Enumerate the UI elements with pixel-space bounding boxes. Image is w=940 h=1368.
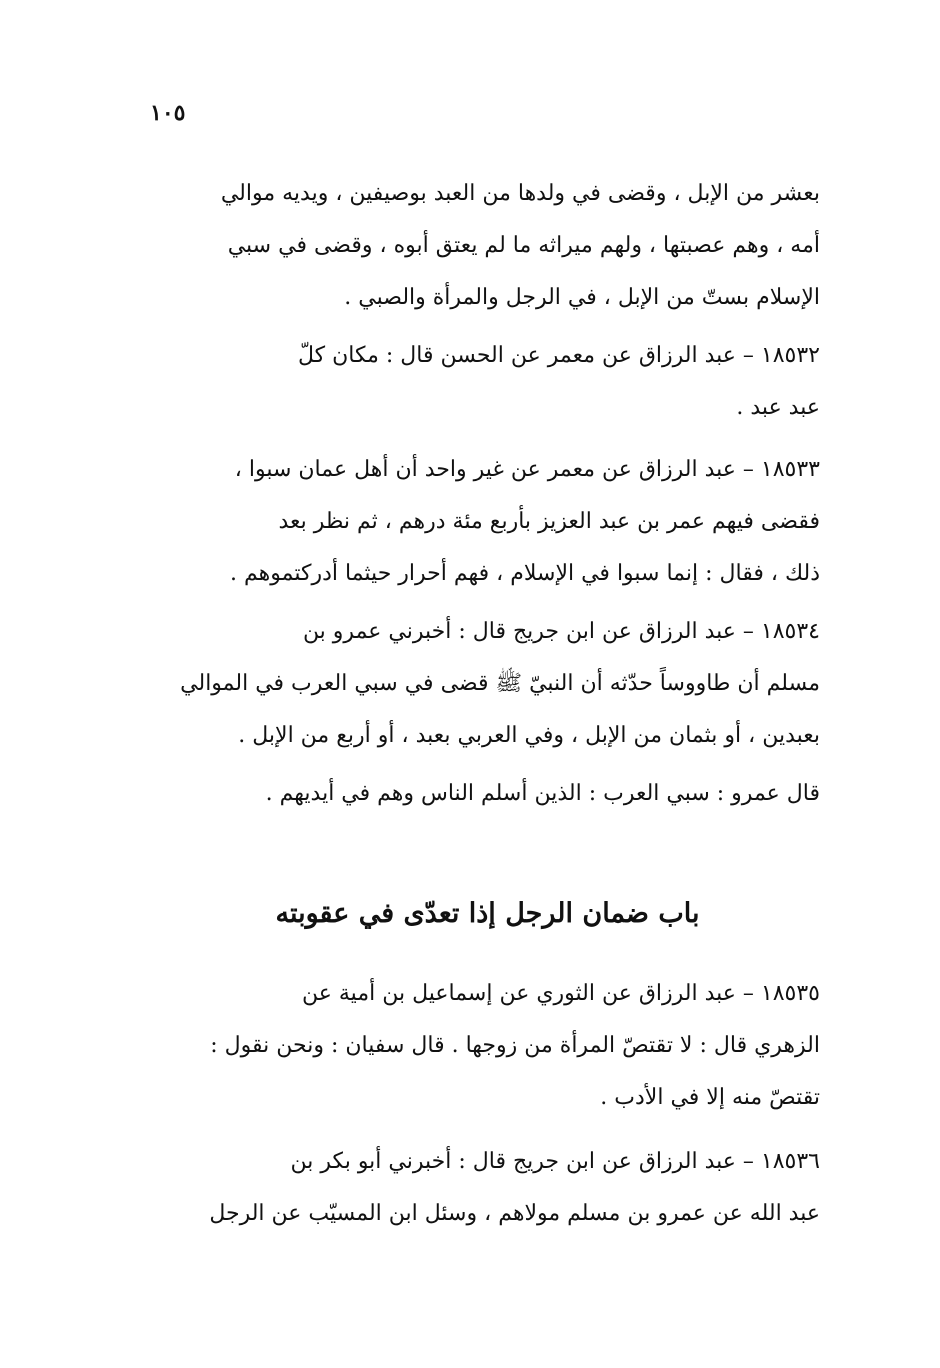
text-line: عبد عبد . [736, 395, 820, 420]
text-line: فقضى فيهم عمر بن عبد العزيز بأربع مئة درهم ، ثم نظر بعد [278, 509, 820, 534]
paragraph-18536 [155, 1136, 820, 1240]
text-line: مسلم أن طاووساً حدّثه أن النبيّ ﷺ قضى في سبي العرب في الموالي [180, 671, 820, 696]
text-line: تقتصّ منه إلا في الأدب . [600, 1085, 820, 1110]
page-number: ١٠٥ [150, 100, 186, 126]
text-line: الإسلام بستّ من الإبل ، في الرجل والمرأة والصبي . [344, 285, 820, 310]
text-line: ١٨٥٣٥ – عبد الرزاق عن الثوري عن إسماعيل بن أمية عن [302, 981, 820, 1006]
chapter-heading: باب ضمان الرجل إذا تعدّى في عقوبته [275, 898, 700, 929]
text-line: ١٨٥٣٢ – عبد الرزاق عن معمر عن الحسن قال : مكان كلّ [297, 343, 820, 368]
text-line: ١٨٥٣٦ – عبد الرزاق عن ابن جريج قال : أخبرني أبو بكر بن [290, 1149, 820, 1174]
paragraph-amr-comment [155, 768, 820, 820]
paragraph-18534 [155, 606, 820, 762]
text-line: أمه ، وهم عصبتها ، ولهم ميراثه ما لم يعتق أبوه ، وقضى في سبي [227, 233, 820, 258]
paragraph-18535 [155, 968, 820, 1124]
text-line: عبد الله عن عمرو بن مسلم مولاهم ، وسئل ابن المسيّب عن الرجل [209, 1201, 820, 1226]
paragraph-18532 [155, 330, 820, 434]
text-line: بعشر من الإبل ، وقضى في ولدها من العبد بوصيفين ، ويديه موالي [220, 181, 820, 206]
text-line: بعبدين ، أو بثمان من الإبل ، وفي العربي بعبد ، أو أربع من الإبل . [238, 723, 820, 748]
text-line: قال عمرو : سبي العرب : الذين أسلم الناس وهم في أيديهم . [265, 781, 820, 806]
text-line: الزهري قال : لا تقتصّ المرأة من زوجها . قال سفيان : ونحن نقول : [210, 1033, 820, 1058]
text-line: ذلك ، فقال : إنما سبوا في الإسلام ، فهم أحرار حيثما أدركتموهم . [230, 561, 820, 586]
paragraph-continuation [155, 168, 820, 324]
paragraph-18533 [155, 444, 820, 600]
text-line: ١٨٥٣٤ – عبد الرزاق عن ابن جريج قال : أخبرني عمرو بن [302, 619, 820, 644]
text-line: ١٨٥٣٣ – عبد الرزاق عن معمر عن غير واحد أن أهل عمان سبوا ، [234, 457, 820, 482]
